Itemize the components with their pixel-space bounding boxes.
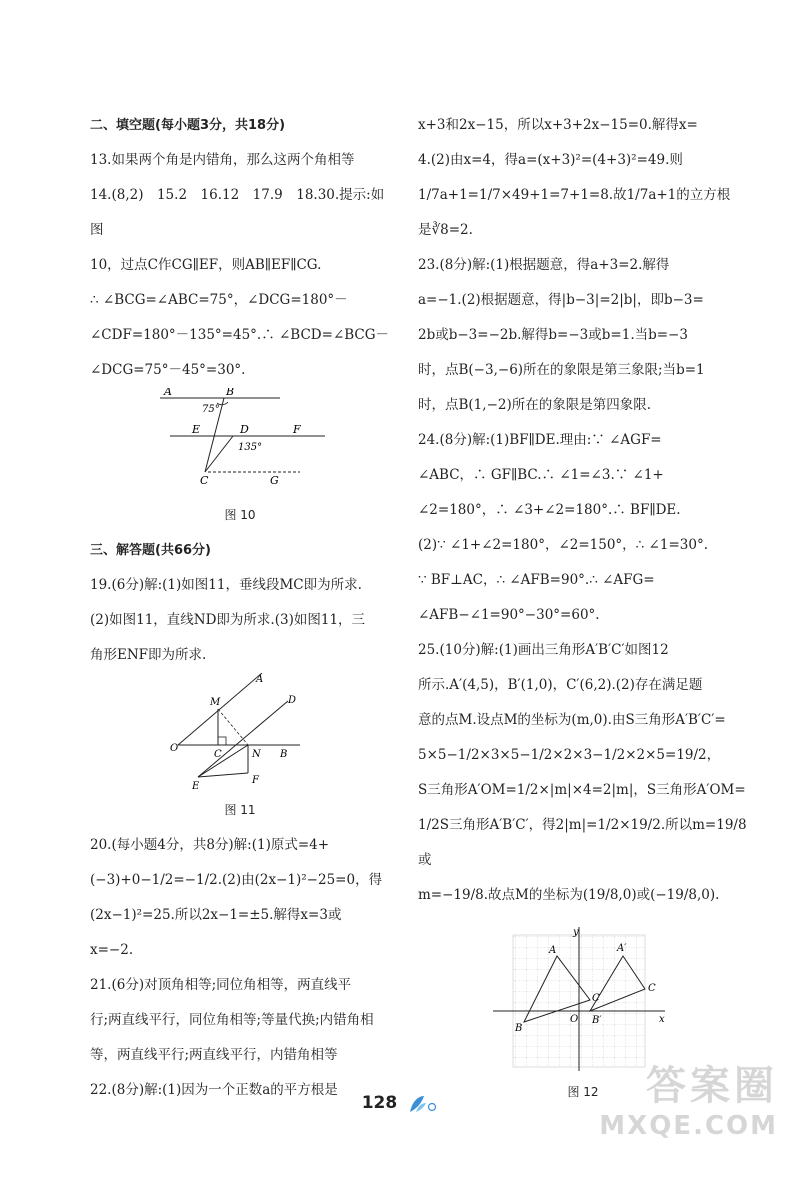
left-column — [90, 108, 390, 1108]
q21-line: 等，两直线平行;两直线平行，内错角相等 — [90, 1047, 338, 1063]
q22-start: 22.(8分)解:(1)因为一个正数a的平方根是 — [90, 1082, 338, 1098]
q25-line: m=−19/8.故点M的坐标为(19/8,0)或(−19/8,0). — [418, 887, 720, 903]
fig10-label: G — [270, 474, 279, 487]
q25-line: 5×5−1/2×3×5−1/2×2×3−1/2×2×5=19/2， — [418, 747, 721, 763]
figure-10 — [150, 388, 330, 498]
q19-line: 角形ENF即为所求. — [90, 647, 207, 663]
q22-line: x+3和2x−15，所以x+3+2x−15=0.解得x= — [418, 117, 698, 133]
watermark-logo-text: 答案圈 — [646, 1063, 778, 1109]
q24-line: ∠2=180°，∴ ∠3+∠2=180°.∴ BF∥DE. — [418, 502, 681, 518]
fig12-label: C — [592, 993, 600, 1004]
section-3-title: 三、解答题(共66分) — [90, 543, 211, 558]
q25-line: 25.(10分)解:(1)画出三角形A′B′C′如图12 — [418, 642, 669, 658]
figure-11 — [170, 673, 310, 793]
q14-18-line: ∠DCG=75°－45°=30°. — [90, 362, 246, 378]
q14-18-line: ∴ ∠BCG=∠ABC=75°，∠DCG=180°－ — [90, 292, 348, 308]
q23-line: a=−1.(2)根据题意，得|b−3|=2|b|，即b−3= — [418, 292, 704, 308]
fig10-label: B — [226, 388, 235, 398]
q14-18-line: 14.(8,2) 15.2 16.12 17.9 18.30.提示:如图 — [90, 187, 385, 238]
q21-line: 21.(6分)对顶角相等;同位角相等，两直线平 — [90, 977, 352, 993]
q19-line: 19.(6分)解:(1)如图11，垂线段MC即为所求. — [90, 577, 362, 593]
q24-line: (2)∵ ∠1+∠2=180°，∠2=150°，∴ ∠1=30°. — [418, 537, 708, 553]
q25-line: 所示.A′(4,5)，B′(1,0)，C′(6,2).(2)存在满足题 — [418, 677, 703, 693]
fig10-label: E — [192, 423, 201, 436]
q24-line: ∠AFB−∠1=90°−30°=60°. — [418, 607, 600, 623]
fig10-label: 135° — [238, 442, 263, 453]
q21-line: 行;两直线平行，同位角相等;等量代换;内错角相 — [90, 1012, 374, 1028]
q23-line: 时，点B(−3,−6)所在的象限是第三象限;当b=1 — [418, 362, 705, 378]
q25-line: 1/2S三角形A′B′C′，得2|m|=1/2×19/2.所以m=19/8或 — [418, 817, 747, 868]
fig10-label: D — [240, 423, 249, 436]
q20-line: (2x−1)²=25.所以2x−1=±5.解得x=3或 — [90, 907, 342, 923]
fig12-label: O — [570, 1014, 579, 1025]
page-number: 128 — [361, 1093, 398, 1113]
q24-line: ∠ABC，∴ GF∥BC.∴ ∠1=∠3.∵ ∠1+ — [418, 467, 664, 483]
fig12-label: B′ — [592, 1015, 602, 1026]
q24-line: ∵ BF⊥AC，∴ ∠AFB=90°.∴ ∠AFG= — [418, 572, 655, 588]
fig12-label: A′ — [617, 943, 627, 954]
q22-line: 是∛8=2. — [418, 222, 473, 238]
q24-line: 24.(8分)解:(1)BF∥DE.理由:∵ ∠AGF= — [418, 432, 662, 448]
q20-line: 20.(每小题4分，共8分)解:(1)原式=4+ — [90, 837, 330, 853]
q25-line: S三角形A′OM=1/2×|m|×4=2|m|，S三角形A′OM= — [418, 782, 746, 798]
q23-line: 2b或b−3=−2b.解得b=−3或b=1.当b=−3 — [418, 327, 688, 343]
q22-line: 4.(2)由x=4，得a=(x+3)²=(4+3)²=49.则 — [418, 152, 683, 168]
fig12-label: B — [515, 1023, 523, 1034]
q13-answer: 13.如果两个角是内错角，那么这两个角相等 — [90, 152, 355, 168]
fig11-label: C — [214, 749, 222, 760]
figure-11-caption: 图 11 — [224, 803, 256, 817]
q14-18-line: 10，过点C作CG∥EF，则AB∥EF∥CG. — [90, 257, 322, 273]
fig10-label: C — [200, 474, 209, 487]
watermark — [599, 1054, 778, 1141]
fig12-label: C — [648, 983, 656, 994]
fig12-label: A — [549, 945, 557, 956]
fig11-label: A — [256, 674, 264, 685]
q23-line: 时，点B(1,−2)所在的象限是第四象限. — [418, 397, 652, 413]
fig12-label: y — [573, 927, 579, 938]
fig12-label: x — [659, 1014, 665, 1025]
fig11-label: O — [170, 743, 179, 754]
fig10-label: 75° — [202, 404, 220, 415]
watermark-url: MXQE.COM — [599, 1111, 778, 1141]
section-2-title: 二、填空题(每小题3分，共18分) — [90, 118, 286, 133]
figure-12-caption: 图 12 — [567, 1085, 599, 1099]
fig11-label: N — [252, 749, 261, 760]
q23-line: 23.(8分)解:(1)根据题意，得a+3=2.解得 — [418, 257, 670, 273]
figure-10-caption: 图 10 — [224, 508, 256, 522]
q19-line: (2)如图11，直线ND即为所求.(3)如图11，三 — [90, 612, 366, 628]
q20-line: x=−2. — [90, 942, 134, 958]
right-column — [418, 108, 748, 1110]
q20-line: (−3)+0−1/2=−1/2.(2)由(2x−1)²−25=0，得 — [90, 872, 383, 888]
q22-line: 1/7a+1=1/7×49+1=7+1=8.故1/7a+1的立方根 — [418, 187, 731, 203]
fig11-label: D — [288, 695, 297, 706]
q25-line: 意的点M.设点M的坐标为(m,0).由S三角形A′B′C′= — [418, 712, 726, 728]
fig11-label: M — [210, 697, 221, 708]
fig11-label: F — [252, 775, 259, 786]
leaf-logo-icon — [408, 1094, 438, 1114]
fig11-label: E — [192, 781, 200, 792]
q14-18-line: ∠CDF=180°－135°=45°.∴ ∠BCD=∠BCG－ — [90, 327, 390, 343]
fig10-label: F — [293, 423, 301, 436]
fig10-label: A — [164, 388, 172, 398]
figure-12 — [493, 925, 673, 1075]
fig11-label: B — [280, 749, 288, 760]
